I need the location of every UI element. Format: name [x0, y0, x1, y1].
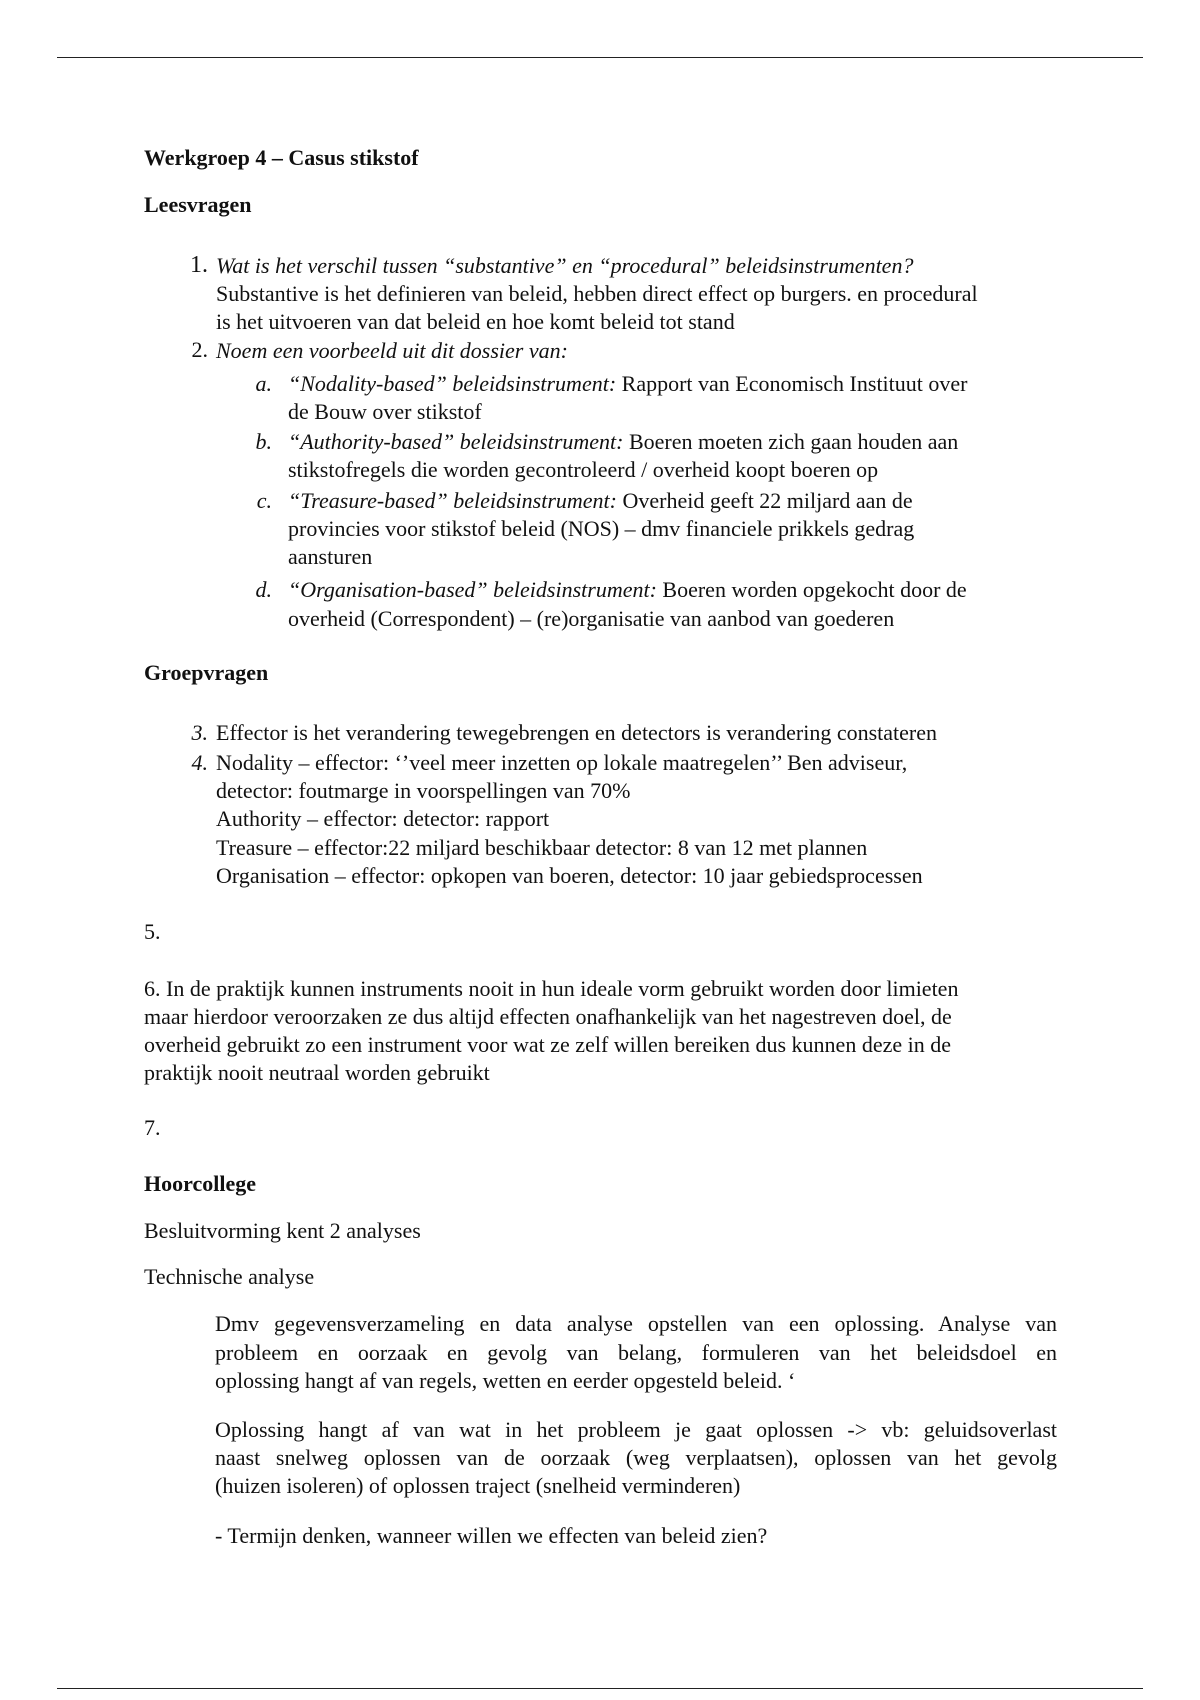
list-number-4: 4.: [191, 750, 208, 775]
bottom-rule: [57, 1688, 1143, 1689]
sublist-item-d-cont: overheid (Correspondent) – (re)organisatie van aanbod van goederen: [288, 606, 895, 631]
sublist-letter-b: b.: [255, 429, 272, 454]
instrument-example: Overheid geeft 22 miljard aan de: [616, 488, 913, 513]
answer-4-line: Organisation – effector: opkopen van boeren, detector: 10 jaar gebiedsprocessen: [216, 863, 923, 888]
sublist-item-d: [288, 576, 967, 604]
answer-1-line: Substantive is het definieren van beleid, hebben direct effect op burgers. en procedural: [216, 281, 978, 306]
hoorcollege-intro: Besluitvorming kent 2 analyses: [144, 1218, 421, 1243]
answer-4-line: Authority – effector: detector: rapport: [216, 806, 550, 831]
list-number-2: 2.: [191, 337, 208, 362]
sublist-item-b-cont: stikstofregels die worden gecontroleerd / overheid koopt boeren op: [288, 457, 879, 482]
question-5-number: 5.: [144, 919, 161, 944]
answer-4-line: detector: foutmarge in voorspellingen van 70%: [216, 778, 631, 803]
instrument-example: Rapport van Economisch Instituut over: [616, 371, 968, 396]
sublist-letter-c: c.: [256, 488, 272, 513]
sublist-item-a: [288, 370, 967, 398]
hoorcollege-subheading: Technische analyse: [144, 1264, 315, 1289]
paragraph-2-line: naast snelweg oplossen van de oorzaak (weg verplaatsen), oplossen van het gevolg: [215, 1445, 1057, 1470]
sublist-letter-a: a.: [255, 371, 272, 396]
sublist-item-a-cont: de Bouw over stikstof: [288, 399, 482, 424]
question-2: Noem een voorbeeld uit dit dossier van:: [216, 338, 568, 363]
sublist-letter-d: d.: [255, 577, 272, 602]
paragraph-1-line: oplossing hangt af van regels, wetten en eerder opgesteld beleid. ‘: [215, 1368, 796, 1393]
paragraph-1-line: probleem en oorzaak en gevolg van belang, formuleren van het beleidsdoel en: [215, 1340, 1057, 1365]
sublist-item-c-cont: provincies voor stikstof beleid (NOS) – dmv financiele prikkels gedrag: [288, 516, 915, 541]
sublist-item-b: [288, 428, 958, 456]
paragraph-2-line: (huizen isoleren) of oplossen traject (snelheid verminderen): [215, 1473, 741, 1498]
instrument-example: Boeren moeten zich gaan houden aan: [623, 429, 959, 454]
answer-6-line: overheid gebruikt zo een instrument voor wat ze zelf willen bereiken dus kunnen deze in de: [144, 1032, 951, 1057]
sublist-item-c-cont: aansturen: [288, 544, 373, 569]
answer-6-line: praktijk nooit neutraal worden gebruikt: [144, 1060, 490, 1085]
instrument-term: “Treasure-based” beleidsinstrument:: [288, 488, 617, 513]
answer-1-line: is het uitvoeren van dat beleid en hoe komt beleid tot stand: [216, 309, 735, 334]
answer-4-line: Treasure – effector:22 miljard beschikbaar detector: 8 van 12 met plannen: [216, 835, 868, 860]
question-1: Wat is het verschil tussen “substantive” en “procedural” beleidsinstrumenten?: [216, 253, 914, 278]
document-title: Werkgroep 4 – Casus stikstof: [144, 145, 419, 170]
section-heading-groepvragen: Groepvragen: [144, 660, 269, 685]
paragraph-1-line: Dmv gegevensverzameling en data analyse opstellen van een oplossing. Analyse van: [215, 1311, 1057, 1336]
question-7-number: 7.: [144, 1115, 161, 1140]
answer-6-line: maar hierdoor veroorzaken ze dus altijd effecten onafhankelijk van het nagestreven doel, de: [144, 1004, 952, 1029]
answer-4-line: Nodality – effector: ‘’veel meer inzetten op lokale maatregelen’’ Ben adviseur,: [216, 750, 908, 775]
section-heading-hoorcollege: Hoorcollege: [144, 1171, 256, 1196]
bullet-line: - Termijn denken, wanneer willen we effecten van beleid zien?: [215, 1523, 768, 1548]
instrument-term: “Authority-based” beleidsinstrument:: [288, 429, 624, 454]
section-heading-leesvragen: Leesvragen: [144, 192, 252, 217]
top-rule: [57, 57, 1143, 58]
answer-3: Effector is het verandering tewegebrengen en detectors is verandering constateren: [216, 720, 937, 745]
instrument-term: “Nodality-based” beleidsinstrument:: [288, 371, 617, 396]
instrument-example: Boeren worden opgekocht door de: [656, 577, 967, 602]
instrument-term: “Organisation-based” beleidsinstrument:: [288, 577, 657, 602]
sublist-item-c: [288, 487, 913, 515]
answer-6-line: 6. In de praktijk kunnen instruments nooit in hun ideale vorm gebruikt worden door limieten: [144, 976, 959, 1001]
paragraph-2-line: Oplossing hangt af van wat in het probleem je gaat oplossen -> vb: geluidsoverlast: [215, 1417, 1057, 1442]
list-number-1: 1.: [190, 252, 208, 278]
list-number-3: 3.: [191, 720, 208, 745]
